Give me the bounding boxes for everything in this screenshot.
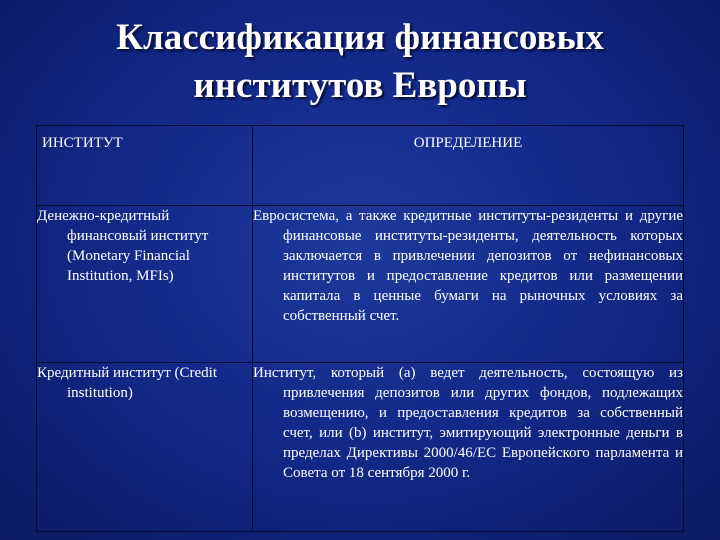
- slide-title-line-2: институтов Европы: [193, 65, 527, 106]
- institutions-table: [36, 125, 684, 532]
- institution-cell: [37, 363, 253, 532]
- institution-name: Денежно-кредитный финансовый институт (Monetary Financial Institution, MFIs): [37, 208, 209, 284]
- definition-cell: [253, 363, 684, 532]
- definition-text: Институт, который (a) ведет деятельность, состоящую из привлечения депозитов или других фондов, подлежащих возмещению, и предоставления кредитов за собственный счет, или (b) институт, эмитирующий электронные деньги в пределах Директивы 2000/46/ЕС Европейского парламента и Совета от 18 сентября 2000 г.: [253, 365, 683, 481]
- definition-cell: [253, 206, 684, 363]
- slide-title-line-1: Классификация финансовых: [116, 17, 604, 58]
- table-header-row: [37, 126, 684, 206]
- header-definition: ОПРЕДЕЛЕНИЕ: [253, 126, 684, 206]
- definition-text: Евросистема, а также кредитные институты-резиденты и другие финансовые институты-резиденты, деятельность которых заключается в привлечении депозитов от нефинансовых институтов и предоставление кредитов или размещении капитала в ценные бумаги на рыночных условиях за собственный счет.: [253, 208, 683, 324]
- institution-cell: [37, 206, 253, 363]
- table-row: [37, 363, 684, 532]
- table-row: [37, 206, 684, 363]
- slide-title: [0, 14, 720, 110]
- header-institution: ИНСТИТУТ: [37, 126, 253, 206]
- institution-name: Кредитный институт (Credit institution): [37, 365, 218, 401]
